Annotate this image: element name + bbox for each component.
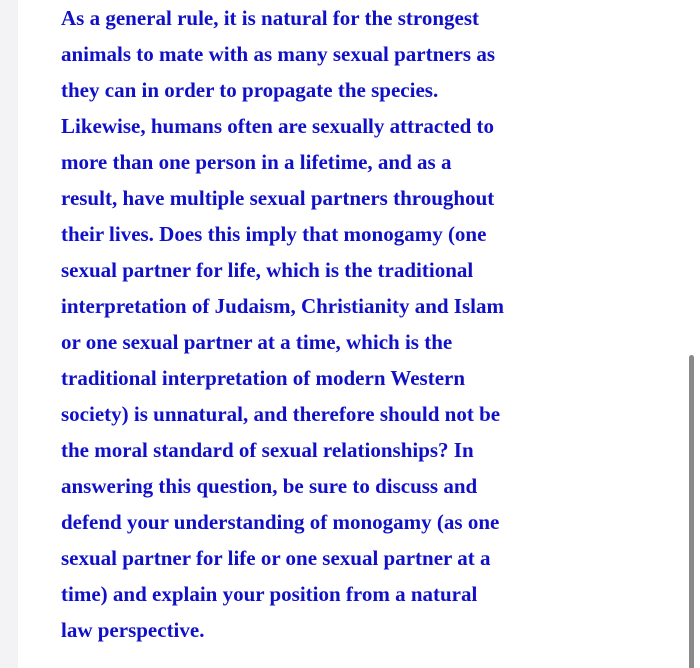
- text-line: law perspective.: [61, 618, 205, 642]
- text-line: Likewise, humans often are sexually attracted to: [61, 114, 494, 138]
- text-line: sexual partner for life, which is the traditional: [61, 258, 474, 282]
- text-line: society) is unnatural, and therefore should not be: [61, 402, 501, 426]
- question-paragraph: [61, 0, 601, 648]
- document-page: [18, 0, 700, 668]
- text-line: more than one person in a lifetime, and as a: [61, 150, 452, 174]
- text-line: answering this question, be sure to discuss and: [61, 474, 478, 498]
- vertical-scrollbar[interactable]: [689, 355, 694, 668]
- text-line: As a general rule, it is natural for the strongest: [61, 6, 480, 30]
- text-line: traditional interpretation of modern Western: [61, 366, 466, 390]
- text-line: or one sexual partner at a time, which is the: [61, 330, 453, 354]
- text-line: they can in order to propagate the species.: [61, 78, 439, 102]
- left-margin: [0, 0, 18, 668]
- text-line: sexual partner for life or one sexual partner at a: [61, 546, 491, 570]
- text-line: interpretation of Judaism, Christianity and Islam: [61, 294, 504, 318]
- text-line: result, have multiple sexual partners throughout: [61, 186, 495, 210]
- text-line: the moral standard of sexual relationships? In: [61, 438, 474, 462]
- text-line: their lives. Does this imply that monogamy (one: [61, 222, 487, 246]
- text-line: defend your understanding of monogamy (as one: [61, 510, 500, 534]
- text-line: animals to mate with as many sexual partners as: [61, 42, 495, 66]
- text-line: time) and explain your position from a natural: [61, 582, 478, 606]
